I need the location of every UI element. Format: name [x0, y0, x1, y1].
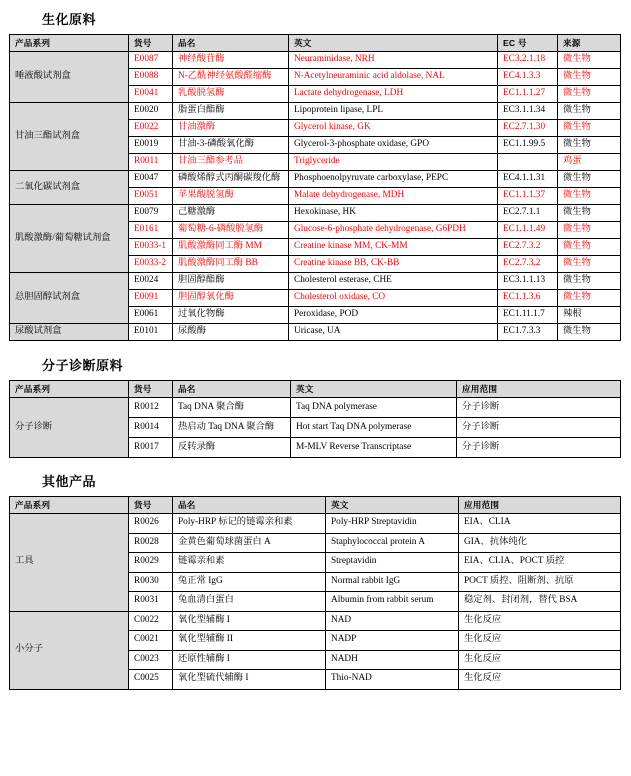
cell-product-name: 甘油三酯参考品: [173, 154, 289, 171]
cell-application: 分子诊断: [457, 418, 621, 438]
cell-product-name: 己糖激酶: [173, 205, 289, 222]
cell-ec-number: EC2.7.3.2: [498, 256, 558, 273]
table-row: [10, 205, 621, 222]
cell-english-name: Poly-HRP Streptavidin: [326, 514, 459, 534]
section-biochemical-raw-materials: [0, 0, 631, 341]
cell-source: 微生物: [558, 171, 621, 188]
cell-ec-number: EC1.1.99.5: [498, 137, 558, 154]
cell-english-name: Lipoprotein lipase, LPL: [289, 103, 498, 120]
cell-product-name: 金黄色葡萄球菌蛋白 A: [173, 533, 326, 553]
cell-catalog-number: R0030: [129, 572, 173, 592]
table-header-row: [10, 35, 621, 52]
cell-ec-number: EC2.7.1.30: [498, 120, 558, 137]
table-header-row: [10, 497, 621, 514]
cell-ec-number: EC3.1.1.13: [498, 273, 558, 290]
cell-ec-number: EC1.1.1.27: [498, 86, 558, 103]
cell-source: 微生物: [558, 52, 621, 69]
cell-catalog-number: E0022: [129, 120, 173, 137]
table-row: [10, 514, 621, 534]
cell-catalog-number: R0031: [129, 592, 173, 612]
table-body: [10, 514, 621, 690]
cell-english-name: Streptavidin: [326, 553, 459, 573]
cell-catalog-number: C0025: [129, 670, 173, 690]
cell-ec-number: EC1.1.1.49: [498, 222, 558, 239]
cell-source: 微生物: [558, 103, 621, 120]
column-header-series: 产品系列: [10, 35, 129, 52]
cell-english-name: Phosphoenolpyruvate carboxylase, PEPC: [289, 171, 498, 188]
cell-english-name: Cholesterol esterase, CHE: [289, 273, 498, 290]
column-header-ec-number: EC 号: [498, 35, 558, 52]
cell-application: 生化反应: [459, 611, 621, 631]
cell-catalog-number: E0079: [129, 205, 173, 222]
cell-english-name: NAD: [326, 611, 459, 631]
cell-source: 微生物: [558, 222, 621, 239]
cell-catalog-number: E0019: [129, 137, 173, 154]
cell-source: 微生物: [558, 86, 621, 103]
table-header-row: [10, 381, 621, 398]
cell-catalog-number: R0014: [129, 418, 173, 438]
cell-catalog-number: E0024: [129, 273, 173, 290]
cell-product-name: 苹果酸脱氢酶: [173, 188, 289, 205]
table-row: [10, 171, 621, 188]
cell-english-name: Malate dehydrogenase, MDH: [289, 188, 498, 205]
cell-ec-number: EC3.2.1.18: [498, 52, 558, 69]
cell-product-name: 甘油-3-磷酸氧化酶: [173, 137, 289, 154]
cell-catalog-number: E0033-2: [129, 256, 173, 273]
column-header-english-name: 英文: [326, 497, 459, 514]
cell-ec-number: [498, 154, 558, 171]
cell-product-series: 甘油三酯试剂盒: [10, 103, 129, 171]
cell-catalog-number: C0023: [129, 650, 173, 670]
cell-application: 稳定剂、封闭剂，替代 BSA: [459, 592, 621, 612]
column-header-english-name: 英文: [289, 35, 498, 52]
column-header-catalog-number: 货号: [129, 497, 173, 514]
cell-catalog-number: E0161: [129, 222, 173, 239]
column-header-series: 产品系列: [10, 497, 129, 514]
cell-english-name: NADH: [326, 650, 459, 670]
section-molecular-diagnostics-raw-materials: [0, 341, 631, 458]
cell-english-name: Uricase, UA: [289, 324, 498, 341]
cell-english-name: Glycerol kinase, GK: [289, 120, 498, 137]
cell-source: 鸡蛋: [558, 154, 621, 171]
cell-source: 微生物: [558, 120, 621, 137]
cell-english-name: Cholesterol oxidase, CO: [289, 290, 498, 307]
cell-product-name: Poly-HRP 标记的链霉亲和素: [173, 514, 326, 534]
cell-catalog-number: R0028: [129, 533, 173, 553]
cell-product-name: 甘油激酶: [173, 120, 289, 137]
other-products-table: [9, 496, 621, 690]
cell-product-name: 肌酸激酶同工酶 MM: [173, 239, 289, 256]
cell-ec-number: EC2.7.1.1: [498, 205, 558, 222]
cell-catalog-number: E0091: [129, 290, 173, 307]
cell-product-name: 肌酸激酶同工酶 BB: [173, 256, 289, 273]
cell-ec-number: EC3.1.1.34: [498, 103, 558, 120]
cell-english-name: Thio-NAD: [326, 670, 459, 690]
table-body: [10, 398, 621, 458]
cell-source: 微生物: [558, 324, 621, 341]
cell-catalog-number: E0087: [129, 52, 173, 69]
cell-catalog-number: C0021: [129, 631, 173, 651]
cell-application: GIA、抗体纯化: [459, 533, 621, 553]
cell-english-name: Hexokinase, HK: [289, 205, 498, 222]
cell-product-series: 分子诊断: [10, 398, 129, 458]
cell-product-name: 神经酸苷酶: [173, 52, 289, 69]
column-header-catalog-number: 货号: [129, 35, 173, 52]
cell-product-name: 尿酸酶: [173, 324, 289, 341]
cell-application: 分子诊断: [457, 398, 621, 418]
cell-english-name: Creatine kinase MM, CK-MM: [289, 239, 498, 256]
section-title: 其他产品: [42, 474, 97, 489]
cell-product-series: 小分子: [10, 611, 129, 689]
column-header-product-name: 品名: [173, 381, 291, 398]
cell-ec-number: EC1.7.3.3: [498, 324, 558, 341]
cell-product-name: 热启动 Taq DNA 聚合酶: [173, 418, 291, 438]
cell-product-name: 乳酸脱氢酶: [173, 86, 289, 103]
table-row: [10, 611, 621, 631]
cell-catalog-number: E0061: [129, 307, 173, 324]
cell-source: 微生物: [558, 256, 621, 273]
cell-english-name: Glucose-6-phosphate dehydrogenase, G6PDH: [289, 222, 498, 239]
cell-english-name: Normal rabbit IgG: [326, 572, 459, 592]
cell-source: 微生物: [558, 137, 621, 154]
column-header-product-name: 品名: [173, 35, 289, 52]
section-title: 分子诊断原料: [42, 358, 124, 373]
cell-catalog-number: E0051: [129, 188, 173, 205]
cell-application: 生化反应: [459, 631, 621, 651]
cell-ec-number: EC1.1.3.6: [498, 290, 558, 307]
table-row: [10, 324, 621, 341]
cell-product-series: 工具: [10, 514, 129, 612]
column-header-series: 产品系列: [10, 381, 129, 398]
cell-product-series: 尿酸试剂盒: [10, 324, 129, 341]
cell-english-name: Hot start Taq DNA polymerase: [291, 418, 457, 438]
cell-product-name: 葡萄糖-6-磷酸脱氢酶: [173, 222, 289, 239]
cell-english-name: Peroxidase, POD: [289, 307, 498, 324]
table-row: [10, 398, 621, 418]
cell-catalog-number: R0012: [129, 398, 173, 418]
cell-application: 分子诊断: [457, 438, 621, 458]
table-row: [10, 52, 621, 69]
cell-english-name: Albumin from rabbit serum: [326, 592, 459, 612]
cell-product-name: 兔血清白蛋白: [173, 592, 326, 612]
cell-english-name: Lactate dehydrogenase, LDH: [289, 86, 498, 103]
cell-ec-number: EC4.1.1.31: [498, 171, 558, 188]
cell-product-name: 胆固醇酯酶: [173, 273, 289, 290]
cell-product-name: 氧化型辅酶 I: [173, 611, 326, 631]
cell-source: 微生物: [558, 69, 621, 86]
cell-product-name: 反转录酶: [173, 438, 291, 458]
column-header-english-name: 英文: [291, 381, 457, 398]
cell-ec-number: EC4.1.3.3: [498, 69, 558, 86]
cell-product-series: 唾液酸试剂盒: [10, 52, 129, 103]
cell-english-name: Neuraminidase, NRH: [289, 52, 498, 69]
cell-product-name: 氧化型硫代辅酶 I: [173, 670, 326, 690]
cell-catalog-number: C0022: [129, 611, 173, 631]
cell-english-name: Taq DNA polymerase: [291, 398, 457, 418]
molecular-diagnostics-table: [9, 380, 621, 458]
cell-catalog-number: E0033-1: [129, 239, 173, 256]
cell-english-name: NADP: [326, 631, 459, 651]
cell-product-name: 兔正常 IgG: [173, 572, 326, 592]
cell-application: POCT 质控、阻断剂、抗原: [459, 572, 621, 592]
cell-product-name: 链霉亲和素: [173, 553, 326, 573]
cell-application: EIA、CLIA、POCT 质控: [459, 553, 621, 573]
cell-catalog-number: E0101: [129, 324, 173, 341]
cell-catalog-number: R0011: [129, 154, 173, 171]
cell-catalog-number: R0017: [129, 438, 173, 458]
cell-application: 生化反应: [459, 650, 621, 670]
cell-product-name: 还原性辅酶 I: [173, 650, 326, 670]
cell-product-name: 胆固醇氧化酶: [173, 290, 289, 307]
cell-source: 微生物: [558, 290, 621, 307]
cell-source: 微生物: [558, 273, 621, 290]
cell-application: 生化反应: [459, 670, 621, 690]
cell-product-name: Taq DNA 聚合酶: [173, 398, 291, 418]
cell-catalog-number: R0029: [129, 553, 173, 573]
cell-catalog-number: E0041: [129, 86, 173, 103]
table-body: [10, 52, 621, 341]
column-header-catalog-number: 货号: [129, 381, 173, 398]
cell-product-name: N-乙酰神经氨酸醛缩酶: [173, 69, 289, 86]
cell-english-name: Staphylococcal protein A: [326, 533, 459, 553]
cell-ec-number: EC1.1.1.37: [498, 188, 558, 205]
column-header-application: 应用范围: [459, 497, 621, 514]
cell-product-name: 脂蛋白酯酶: [173, 103, 289, 120]
cell-product-series: 总胆固醇试剂盒: [10, 273, 129, 324]
cell-product-name: 氧化型辅酶 II: [173, 631, 326, 651]
cell-ec-number: EC2.7.3.2: [498, 239, 558, 256]
cell-source: 辣根: [558, 307, 621, 324]
cell-product-name: 过氧化物酶: [173, 307, 289, 324]
cell-source: 微生物: [558, 188, 621, 205]
cell-english-name: Creatine kinase BB, CK-BB: [289, 256, 498, 273]
cell-ec-number: EC1.11.1.7: [498, 307, 558, 324]
cell-source: 微生物: [558, 239, 621, 256]
column-header-application: 应用范围: [457, 381, 621, 398]
column-header-source: 来源: [558, 35, 621, 52]
biochemical-products-table: [9, 34, 621, 341]
cell-catalog-number: R0026: [129, 514, 173, 534]
cell-english-name: N-Acetylneuraminic acid aldolase, NAL: [289, 69, 498, 86]
column-header-product-name: 品名: [173, 497, 326, 514]
section-title: 生化原料: [42, 12, 97, 27]
cell-catalog-number: E0020: [129, 103, 173, 120]
cell-product-series: 二氧化碳试剂盒: [10, 171, 129, 205]
cell-english-name: M-MLV Reverse Transcriptase: [291, 438, 457, 458]
section-other-products: [0, 458, 631, 690]
cell-product-series: 肌酸激酶/葡萄糖试剂盒: [10, 205, 129, 273]
cell-catalog-number: E0088: [129, 69, 173, 86]
cell-english-name: Triglyceride: [289, 154, 498, 171]
cell-source: 微生物: [558, 205, 621, 222]
cell-english-name: Glycerol-3-phosphate oxidase, GPO: [289, 137, 498, 154]
table-row: [10, 103, 621, 120]
table-row: [10, 273, 621, 290]
cell-application: EIA、CLIA: [459, 514, 621, 534]
cell-product-name: 磷酸烯醇式丙酮碳羧化酶: [173, 171, 289, 188]
cell-catalog-number: E0047: [129, 171, 173, 188]
